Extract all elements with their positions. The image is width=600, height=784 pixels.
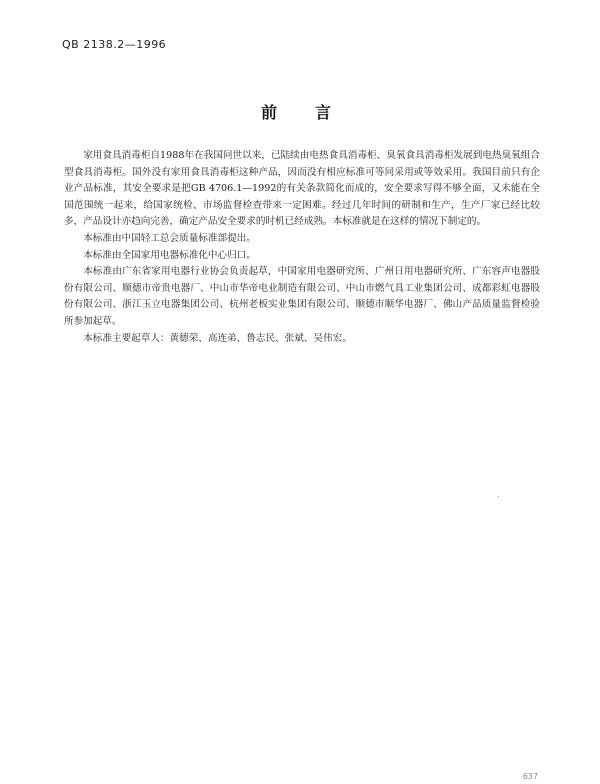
paragraph-centralized: 本标准由全国家用电器标准化中心归口。	[83, 249, 256, 261]
foreword-body	[64, 148, 540, 347]
paragraph-drafters-org: 本标准由广东省家用电器行业协会负责起草，中国家用电器研究所、广州日用电器研究所、广东容声电器股份有限公司、顺德市帝贵电器厂、中山市华帝电业制造有限公司、中山市燃气具工业集团公司、成都彩虹电器股份有限公司、浙江玉立电器集团公司、杭州老板实业集团有限公司、顺德市顺华电器厂、佛山产品质量监督检验所参加起草。	[64, 266, 540, 327]
paragraph-background: 家用食具消毒柜自1988年在我国问世以来，已陆续由电热食具消毒柜、臭氧食具消毒柜发展到电热臭氧组合型食具消毒柜。国外没有家用食具消毒柜这种产品，因而没有相应标准可等同采用或等效采用。我国目前只有企业产品标准，其安全要求是把GB 4706.1—1992的有关条款简化而成的，安全要求写得不够全面，又未能在全国范围统一起来，给国家统检、市场监督检查带来一定困难。经过几年时间的研制和生产，生产厂家已经比较多，产品设计亦趋向完善，确定产品安全要求的时机已经成熟。本标准就是在这样的情况下制定的。	[64, 150, 540, 228]
page-title: 前言	[260, 103, 369, 122]
scan-speck	[498, 496, 499, 497]
page-number: 637	[522, 772, 538, 781]
paragraph-proposer: 本标准由中国轻工总会质量标准部提出。	[83, 232, 256, 244]
paragraph-drafters-people: 本标准主要起草人：黄德荣、高连弟、鲁志民、张斌、吴伟宏。	[83, 332, 352, 344]
standard-code: QB 2138.2—1996	[62, 38, 167, 51]
